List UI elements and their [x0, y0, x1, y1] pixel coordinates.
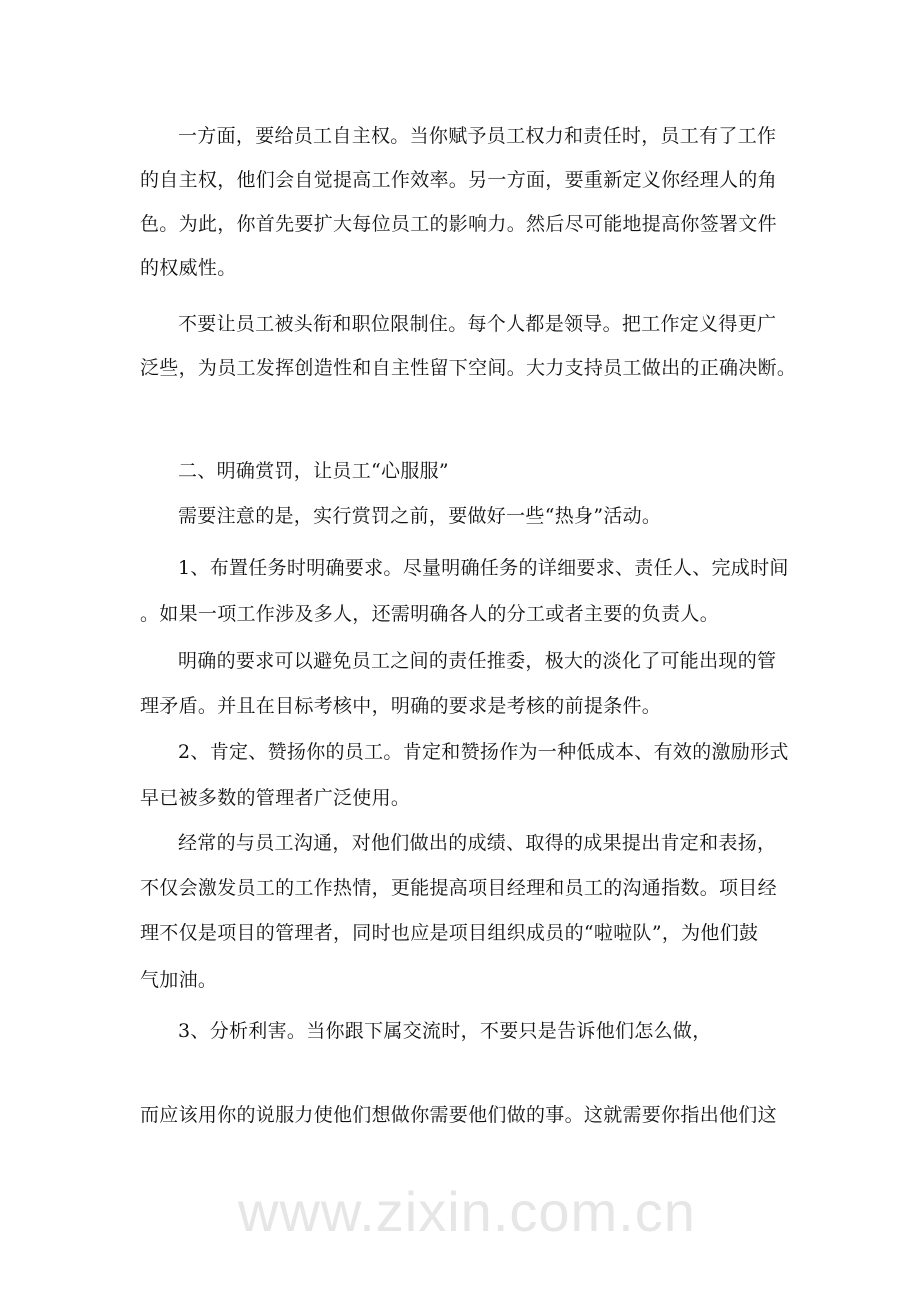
paragraph-line: 的权威性。: [140, 257, 237, 279]
paragraph-line: 2、肯定、赞扬你的员工。肯定和赞扬作为一种低成本、有效的激励形式: [178, 741, 789, 763]
paragraph-line: 气加油。: [140, 969, 218, 991]
paragraph-line: 3、分析利害。当你跟下属交流时，不要只是告诉他们怎么做，: [178, 1020, 712, 1042]
paragraph-line: 而应该用你的说服力使他们想做你需要他们做的事。这就需要你指出他们这: [140, 1104, 777, 1126]
paragraph-line: 泛些，为员工发挥创造性和自主性留下空间。大力支持员工做出的正确决断。: [140, 357, 797, 379]
paragraph-line: 经常的与员工沟通，对他们做出的成绩、取得的成果提出肯定和表扬，: [178, 832, 777, 854]
paragraph-line: 的自主权，他们会自觉提高工作效率。另一方面，要重新定义你经理人的角: [140, 169, 777, 191]
section-heading: 二、明确赏罚，让员工“心服服”: [178, 460, 449, 482]
paragraph-line: 早已被多数的管理者广泛使用。: [140, 787, 411, 809]
paragraph-line: 需要注意的是，实行赏罚之前，要做好一些“热身”活动。: [178, 505, 662, 527]
paragraph-line: 1、布置任务时明确要求。尽量明确任务的详细要求、责任人、完成时间: [178, 557, 789, 579]
paragraph-line: 不仅会激发员工的工作热情，更能提高项目经理和员工的沟通指数。项目经: [140, 877, 777, 899]
paragraph-line: 理矛盾。并且在目标考核中，明确的要求是考核的前提条件。: [140, 695, 662, 717]
watermark: www.zixin.com.cn: [238, 1180, 696, 1243]
paragraph-line: 不要让员工被头衔和职位限制住。每个人都是领导。把工作定义得更广: [178, 313, 777, 335]
paragraph-line: 一方面，要给员工自主权。当你赋予员工权力和责任时，员工有了工作: [178, 125, 777, 147]
paragraph-line: 。如果一项工作涉及多人，还需明确各人的分工或者主要的负责人。: [140, 603, 720, 625]
paragraph-line: 明确的要求可以避免员工之间的责任推委，极大的淡化了可能出现的管: [178, 650, 777, 672]
paragraph-line: 色。为此，你首先要扩大每位员工的影响力。然后尽可能地提高你签署文件: [140, 213, 777, 235]
paragraph-line: 理不仅是项目的管理者，同时也应是项目组织成员的“啦啦队”，为他们鼓: [140, 922, 759, 944]
